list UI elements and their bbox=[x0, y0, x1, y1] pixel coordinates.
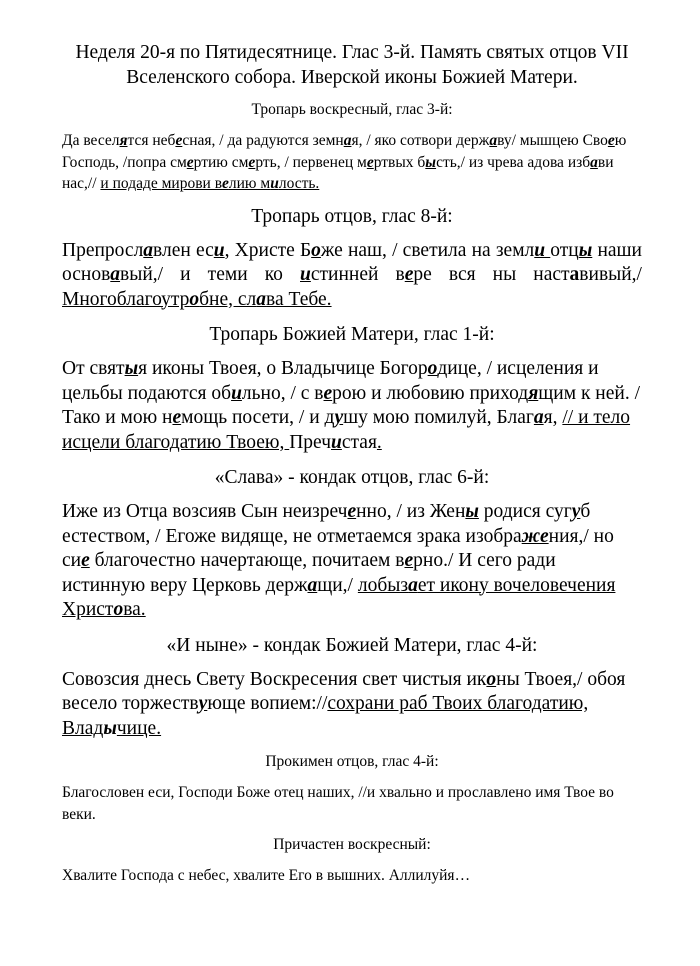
text-run: мощь посети, / и д bbox=[181, 407, 335, 428]
sections-container bbox=[62, 100, 642, 887]
stress-mark: у bbox=[334, 407, 344, 428]
text-run: Хвалите Господа с небес, хвалите Его в вышних. Аллилуйя… bbox=[62, 867, 471, 884]
text-run: сть,/ из чрева адова изб bbox=[436, 153, 591, 171]
text-run: рою и любовию приход bbox=[332, 382, 529, 404]
stress-mark: я bbox=[119, 132, 128, 149]
stress-mark: а bbox=[307, 574, 318, 596]
text-run: наши основ bbox=[62, 239, 642, 285]
hymn-text bbox=[62, 130, 642, 195]
text-run: ртию см bbox=[193, 153, 249, 171]
stress-mark: а bbox=[569, 264, 580, 285]
text-run: Благословен еси, Господи Боже отец наших, //и хвально и прославлено имя Твое во веки. bbox=[62, 784, 614, 823]
stress-mark: ы bbox=[578, 239, 593, 261]
hymn-text bbox=[62, 500, 642, 623]
text-run: ви нас,// bbox=[62, 153, 614, 192]
hymn-text bbox=[62, 357, 642, 455]
text-run: щим к ней. /Тако и мою н bbox=[62, 382, 640, 428]
text-run: ния,/ но си bbox=[62, 525, 614, 571]
stress-mark: ы bbox=[465, 501, 479, 522]
text-run: щи,/ bbox=[317, 574, 358, 596]
stress-mark: у bbox=[571, 501, 581, 522]
section-heading: Тропарь воскресный, глас 3-й: bbox=[251, 101, 453, 118]
underlined-text: чице. bbox=[116, 717, 162, 739]
underlined-text: лость. bbox=[278, 175, 320, 192]
hymn-section bbox=[62, 205, 642, 313]
stress-mark: и bbox=[213, 239, 225, 261]
text-run: дице, / исцеления и цельбы подаются об bbox=[62, 358, 599, 404]
underlined-text: и подаде мирови в bbox=[100, 175, 223, 192]
stress-mark: е bbox=[172, 407, 182, 428]
text-run: отц bbox=[550, 239, 579, 261]
underlined-text: ет икону вочеловечения Христ bbox=[62, 574, 616, 620]
text-run: стая bbox=[341, 431, 377, 453]
text-run: благочестно начертающе, почитаем в bbox=[89, 550, 405, 571]
section-heading: Причастен воскресный: bbox=[273, 836, 431, 853]
stress-mark: а bbox=[343, 132, 352, 149]
stress-mark: е bbox=[366, 153, 374, 171]
underlined-text: Многоблагоутр bbox=[62, 288, 190, 310]
text-run: вый,/ и теми ко bbox=[120, 264, 301, 285]
underlined-text: лобыз bbox=[357, 574, 409, 596]
text-run: ны Твоея,/ обоя весело торжеств bbox=[62, 668, 626, 714]
text-run: ртвых б bbox=[373, 153, 426, 171]
stress-mark: о bbox=[189, 288, 200, 310]
text-run: От свят bbox=[62, 358, 125, 379]
stress-mark: о bbox=[427, 358, 438, 379]
hymn-section bbox=[62, 466, 642, 623]
text-run: Совозсия днесь Свету Воскресения свет чистыя ик bbox=[62, 668, 487, 690]
hymn-text bbox=[62, 865, 642, 887]
text-run: я иконы Твоея, о Владычице Богор bbox=[138, 358, 428, 379]
stress-mark: е bbox=[404, 264, 414, 285]
text-run: , Христе Б bbox=[224, 239, 312, 261]
stress-mark: и bbox=[270, 175, 279, 192]
text-run: же наш, / светила на земл bbox=[320, 239, 535, 261]
stress-mark: а bbox=[489, 132, 498, 149]
text-run: ре вся ны наст bbox=[413, 264, 570, 285]
stress-mark: и bbox=[331, 431, 342, 453]
underlined-text: ва Тебе. bbox=[266, 288, 332, 310]
hymn-section bbox=[62, 323, 642, 455]
stress-mark: а bbox=[590, 153, 598, 171]
text-run: я, / яко сотвори держ bbox=[351, 132, 490, 149]
stress-mark: и bbox=[534, 239, 551, 261]
document-title: Неделя 20-я по Пятидесятнице. Глас 3-й. Память святых отцов VII Вселенского собора. Иверской иконы Божией Матери. bbox=[75, 42, 629, 88]
stress-mark: о bbox=[486, 668, 497, 690]
stress-mark: е bbox=[607, 132, 615, 149]
underlined-text: бне, сл bbox=[199, 288, 257, 310]
section-heading: Тропарь отцов, глас 8-й: bbox=[251, 205, 453, 227]
stress-mark: е bbox=[186, 153, 194, 171]
stress-mark: же bbox=[521, 525, 549, 547]
text-run: сная, / да радуются земн bbox=[182, 132, 344, 149]
text-run: б естеством, / Егоже видяще, не отметаемся зрака изобра bbox=[62, 501, 591, 547]
section-heading: Тропарь Божией Матери, глас 1-й: bbox=[209, 324, 495, 345]
hymn-text bbox=[62, 239, 642, 313]
text-run: юще вопием:// bbox=[207, 693, 328, 714]
text-run: льно, / с в bbox=[241, 382, 324, 404]
text-run: рно./ И сего ради истинную веру Церковь держ bbox=[62, 550, 556, 596]
document-page bbox=[62, 40, 642, 897]
stress-mark: е bbox=[404, 550, 414, 571]
text-run: тся неб bbox=[127, 132, 176, 149]
section-heading: «И ныне» - кондак Божией Матери, глас 4-й: bbox=[166, 634, 538, 656]
hymn-section bbox=[62, 100, 642, 195]
stress-mark: е bbox=[222, 175, 229, 192]
text-run: ву/ мышцею Сво bbox=[497, 132, 608, 149]
text-run: родися суг bbox=[478, 501, 572, 522]
text-run: Да весел bbox=[62, 132, 120, 149]
underlined-text: ва. bbox=[123, 599, 146, 620]
stress-mark: у bbox=[198, 693, 208, 714]
text-run: нно, / из Жен bbox=[356, 501, 466, 522]
hymn-section bbox=[62, 752, 642, 825]
underlined-text: . bbox=[376, 431, 382, 453]
stress-mark: ы bbox=[103, 717, 117, 739]
text-run: Преч bbox=[289, 431, 332, 453]
stress-mark: е bbox=[81, 550, 90, 571]
stress-mark: а bbox=[110, 264, 121, 285]
stress-mark: е bbox=[175, 132, 183, 149]
text-run: стинней в bbox=[310, 264, 405, 285]
text-run: Иже из Отца возсияв Сын неизреч bbox=[62, 501, 348, 522]
stress-mark: и bbox=[300, 264, 311, 285]
stress-mark: и bbox=[231, 382, 242, 404]
stress-mark: е bbox=[323, 382, 333, 404]
stress-mark: е bbox=[248, 153, 256, 171]
underlined-text: лию м bbox=[228, 175, 271, 192]
stress-mark: ы bbox=[124, 358, 139, 379]
section-heading: Прокимен отцов, глас 4-й: bbox=[265, 753, 439, 770]
stress-mark: а bbox=[408, 574, 418, 596]
stress-mark: е bbox=[347, 501, 357, 522]
stress-mark: о bbox=[311, 239, 321, 261]
hymn-section bbox=[62, 835, 642, 887]
stress-mark: а bbox=[256, 288, 267, 310]
stress-mark: а bbox=[143, 239, 154, 261]
stress-mark: я bbox=[528, 382, 539, 404]
hymn-text bbox=[62, 668, 642, 742]
text-run: влен ес bbox=[153, 239, 214, 261]
underlined-text: // и тело исцели благодатию Твоею, bbox=[62, 407, 631, 453]
underlined-text: сохрани раб Твоих благодатию, Влад bbox=[62, 693, 589, 739]
text-run: вивый,/ bbox=[579, 264, 642, 285]
text-run: я, bbox=[543, 407, 563, 428]
hymn-text bbox=[62, 782, 642, 825]
text-run: Препросл bbox=[62, 239, 144, 261]
section-heading: «Слава» - кондак отцов, глас 6-й: bbox=[214, 467, 490, 488]
text-run: ю Господь, /попра см bbox=[62, 132, 627, 171]
text-run: шу мою помилуй, Благ bbox=[343, 407, 534, 428]
text-run: рть, / первенец м bbox=[255, 153, 367, 171]
hymn-section bbox=[62, 634, 642, 742]
stress-mark: а bbox=[533, 407, 544, 428]
stress-mark: о bbox=[113, 599, 124, 620]
stress-mark: ы bbox=[425, 153, 437, 171]
